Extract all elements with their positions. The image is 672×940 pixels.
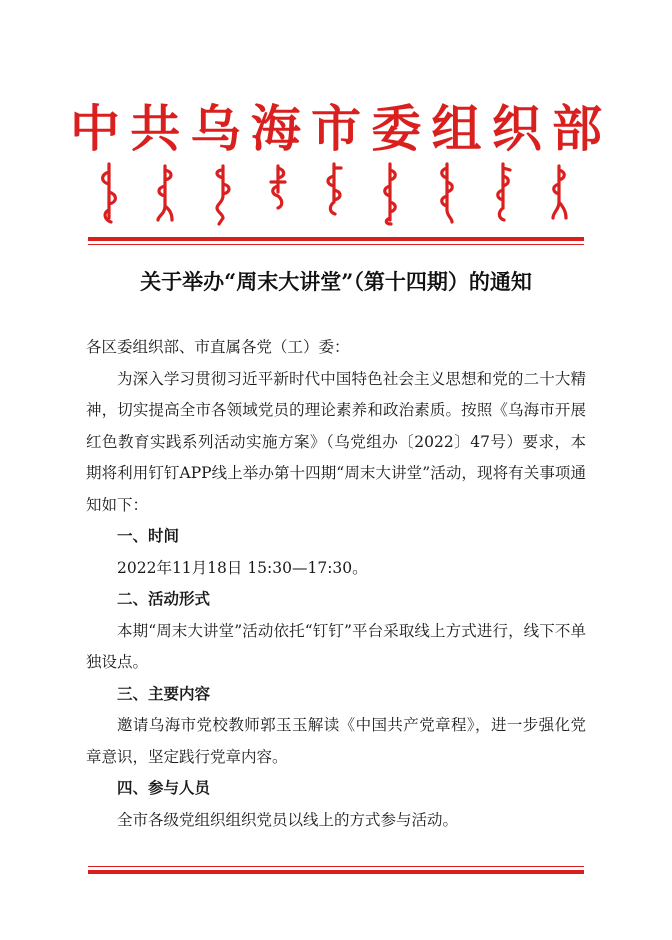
- intro-paragraph: 为深入学习贯彻习近平新时代中国特色社会主义思想和党的二十大精神，切实提高全市各领域党员的理论素养和政治素质。按照《乌海市开展红色教育实践系列活动实施方案》（乌党组办〔2022〕47号）要求，本期将利用钉钉APP线上举办第十四期“周末大讲堂”活动，现将有关事项通知如下：: [86, 369, 586, 514]
- mongolian-word-glyph: [546, 162, 572, 226]
- letterhead-org-name: [70, 96, 602, 162]
- org-name-char: 委: [371, 99, 422, 158]
- footer-divider-thin: [88, 866, 584, 867]
- org-name-char: 市: [311, 99, 361, 158]
- section-heading: 三、主要内容: [117, 684, 211, 703]
- org-name-char: 海: [250, 99, 301, 158]
- letterhead-divider-thin: [88, 244, 584, 245]
- org-name-char: 共: [130, 99, 181, 158]
- section-content: 邀请乌海市党校教师郭玉玉解读《中国共产党章程》，进一步强化党章意识，坚定践行党章内容。: [86, 716, 586, 766]
- letterhead-divider-thick: [88, 237, 584, 241]
- mongolian-word-glyph: [490, 162, 516, 226]
- mongolian-word-glyph: [377, 162, 403, 226]
- mongolian-word-glyph: [265, 162, 291, 226]
- mongolian-word-glyph: [321, 162, 347, 226]
- mongolian-word-glyph: [96, 162, 122, 226]
- document-title: 关于举办“周末大讲堂”（第十四期）的通知: [140, 269, 532, 294]
- section-heading: 一、时间: [117, 527, 180, 545]
- mongolian-word-glyph: [434, 162, 460, 226]
- mongolian-word-glyph: [209, 162, 235, 226]
- salutation: 各区委组织部、市直属各党（工）委：: [86, 338, 350, 356]
- org-name-char: 乌: [190, 99, 241, 158]
- org-name-char: 中: [70, 99, 120, 158]
- org-name-char: 部: [552, 99, 602, 158]
- section-content: 2022年11月18日 15:30—17:30。: [117, 558, 368, 577]
- section-heading: 四、参与人员: [117, 779, 211, 797]
- section-content: 本期“周末大讲堂”活动依托“钉钉”平台采取线上方式进行，线下不单独设点。: [86, 621, 586, 671]
- org-name-char: 组: [431, 99, 482, 158]
- org-name-char: 织: [491, 99, 542, 158]
- section-content: 全市各级党组织组织党员以线上的方式参与活动。: [117, 810, 459, 829]
- footer-divider-thick: [88, 870, 584, 874]
- letterhead-mongolian-script: [96, 162, 572, 226]
- mongolian-word-glyph: [152, 162, 178, 226]
- document-body: [86, 332, 586, 836]
- section-heading: 二、活动形式: [117, 590, 211, 608]
